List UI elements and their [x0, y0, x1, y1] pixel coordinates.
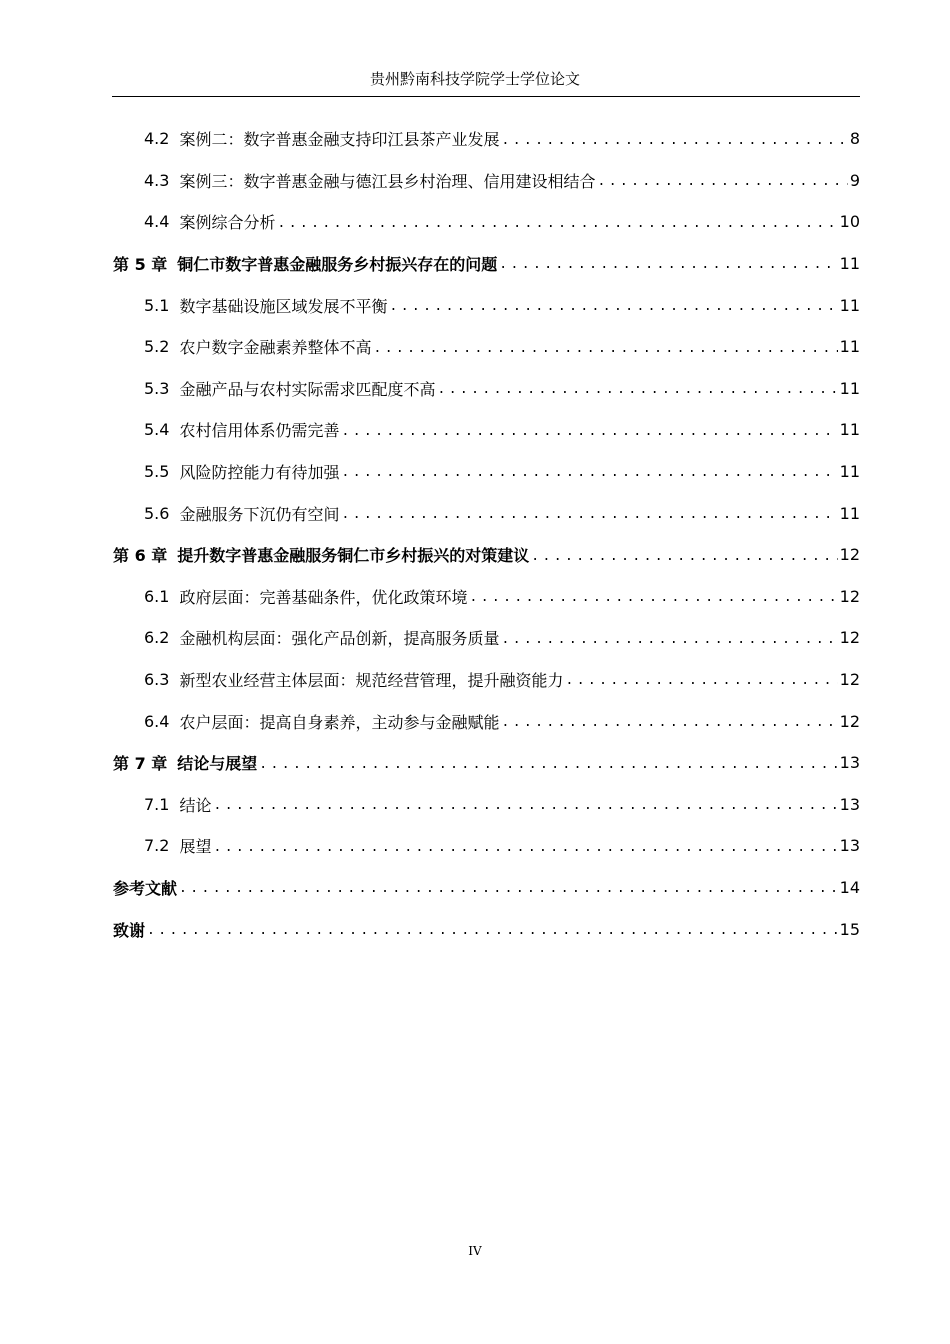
toc-entry-title: 数字基础设施区域发展不平衡: [179, 296, 388, 316]
toc-entry-number: 第 5 章: [113, 255, 168, 275]
toc-entry-number: 6.4: [144, 711, 170, 731]
toc-entry[interactable]: [113, 576, 860, 618]
toc-entry[interactable]: [113, 825, 860, 867]
toc-entry-number: 5.4: [144, 420, 170, 440]
toc-dot-leader: [531, 549, 837, 576]
toc-entry[interactable]: [113, 534, 860, 576]
toc-dot-leader: [213, 840, 837, 867]
page-number: IV: [468, 1244, 482, 1258]
toc-dot-leader: [259, 757, 837, 784]
toc-entry-title: 展望: [179, 837, 212, 857]
toc-entry-page: 9: [849, 170, 860, 190]
toc-entry-title: 案例二：数字普惠金融支持印江县茶产业发展: [179, 130, 500, 150]
toc-entry-number: 5.5: [144, 462, 170, 482]
toc-entry-page: 11: [839, 337, 860, 357]
toc-entry[interactable]: [113, 284, 860, 326]
toc-entry[interactable]: [113, 326, 860, 368]
toc-entry-number: 7.2: [144, 836, 170, 856]
toc-entry-page: 11: [839, 503, 860, 523]
toc-entry-title: 结论与展望: [177, 754, 258, 774]
toc-entry-title: 结论: [179, 795, 212, 815]
toc-dot-leader: [469, 590, 837, 617]
toc-entry-number: 第 7 章: [113, 754, 168, 774]
toc-entry-number: 6.3: [144, 670, 170, 690]
toc-entry-number: 6.1: [144, 586, 170, 606]
toc-entry-number: 4.3: [144, 170, 170, 190]
toc-entry[interactable]: [113, 492, 860, 534]
toc-entry-number: 6.2: [144, 628, 170, 648]
toc-dot-leader: [147, 923, 838, 950]
toc-entry[interactable]: [113, 118, 860, 160]
toc-entry-title: 案例综合分析: [179, 213, 276, 233]
toc-entry[interactable]: [113, 700, 860, 742]
toc-entry-page: 11: [839, 254, 860, 274]
toc-dot-leader: [341, 424, 837, 451]
toc-entry-title: 参考文献: [113, 878, 178, 898]
toc-entry[interactable]: [113, 617, 860, 659]
toc-entry-number: 5.3: [144, 378, 170, 398]
toc-entry-page: 15: [839, 919, 860, 939]
toc-entry-title: 新型农业经营主体层面：规范经营管理，提升融资能力: [179, 671, 564, 691]
toc-entry-page: 10: [839, 212, 860, 232]
toc-entry[interactable]: [113, 451, 860, 493]
toc-dot-leader: [437, 382, 837, 409]
toc-entry-page: 13: [839, 836, 860, 856]
toc-entry-number: 5.6: [144, 503, 170, 523]
toc-entry-page: 12: [839, 711, 860, 731]
toc-entry-number: 4.2: [144, 129, 170, 149]
toc-entry-title: 金融产品与农村实际需求匹配度不高: [179, 379, 436, 399]
running-header: 贵州黔南科技学院学士学位论文: [369, 70, 580, 88]
toc-entry-title: 提升数字普惠金融服务铜仁市乡村振兴的对策建议: [177, 546, 530, 566]
toc-entry-number: 7.1: [144, 794, 170, 814]
toc-dot-leader: [179, 881, 838, 908]
toc-dot-leader: [373, 341, 837, 368]
toc-entry-number: 5.2: [144, 337, 170, 357]
toc-entry-page: 12: [839, 628, 860, 648]
toc-entry-page: 12: [839, 586, 860, 606]
toc-entry[interactable]: [113, 784, 860, 826]
toc-entry-page: 12: [839, 545, 860, 565]
toc-dot-leader: [277, 216, 837, 243]
toc-entry-title: 金融机构层面：强化产品创新，提高服务质量: [179, 629, 500, 649]
toc-entry[interactable]: [113, 368, 860, 410]
table-of-contents: [113, 118, 860, 950]
toc-entry[interactable]: [113, 867, 860, 909]
toc-entry-number: 第 6 章: [113, 546, 168, 566]
toc-dot-leader: [341, 465, 837, 492]
toc-entry-title: 政府层面：完善基础条件，优化政策环境: [179, 587, 468, 607]
toc-entry-number: 4.4: [144, 212, 170, 232]
toc-entry-page: 13: [839, 794, 860, 814]
toc-dot-leader: [499, 257, 837, 284]
toc-entry-number: 5.1: [144, 295, 170, 315]
toc-entry-title: 金融服务下沉仍有空间: [179, 504, 340, 524]
toc-entry[interactable]: [113, 742, 860, 784]
toc-entry-title: 农村信用体系仍需完善: [179, 421, 340, 441]
toc-entry[interactable]: [113, 160, 860, 202]
toc-dot-leader: [597, 174, 847, 201]
toc-entry-title: 致谢: [113, 920, 146, 940]
toc-entry[interactable]: [113, 201, 860, 243]
toc-dot-leader: [501, 715, 837, 742]
toc-dot-leader: [565, 673, 837, 700]
toc-entry-title: 农户层面：提高自身素养，主动参与金融赋能: [179, 712, 500, 732]
toc-entry-page: 11: [839, 378, 860, 398]
toc-entry-title: 案例三：数字普惠金融与德江县乡村治理、信用建设相结合: [179, 171, 596, 191]
toc-dot-leader: [341, 507, 837, 534]
toc-entry-page: 12: [839, 670, 860, 690]
header-rule: [112, 96, 860, 97]
toc-entry-page: 11: [839, 420, 860, 440]
toc-entry[interactable]: [113, 908, 860, 950]
toc-entry-title: 铜仁市数字普惠金融服务乡村振兴存在的问题: [177, 255, 498, 275]
toc-entry-page: 8: [849, 129, 860, 149]
toc-entry-title: 风险防控能力有待加强: [179, 463, 340, 483]
toc-entry-page: 11: [839, 295, 860, 315]
toc-entry[interactable]: [113, 243, 860, 285]
toc-entry-title: 农户数字金融素养整体不高: [179, 338, 372, 358]
toc-entry-page: 13: [839, 753, 860, 773]
toc-dot-leader: [389, 299, 837, 326]
toc-dot-leader: [213, 798, 837, 825]
toc-dot-leader: [501, 632, 837, 659]
toc-entry-page: 11: [839, 462, 860, 482]
toc-entry[interactable]: [113, 659, 860, 701]
toc-entry[interactable]: [113, 409, 860, 451]
toc-dot-leader: [501, 133, 847, 160]
toc-entry-page: 14: [839, 877, 860, 897]
